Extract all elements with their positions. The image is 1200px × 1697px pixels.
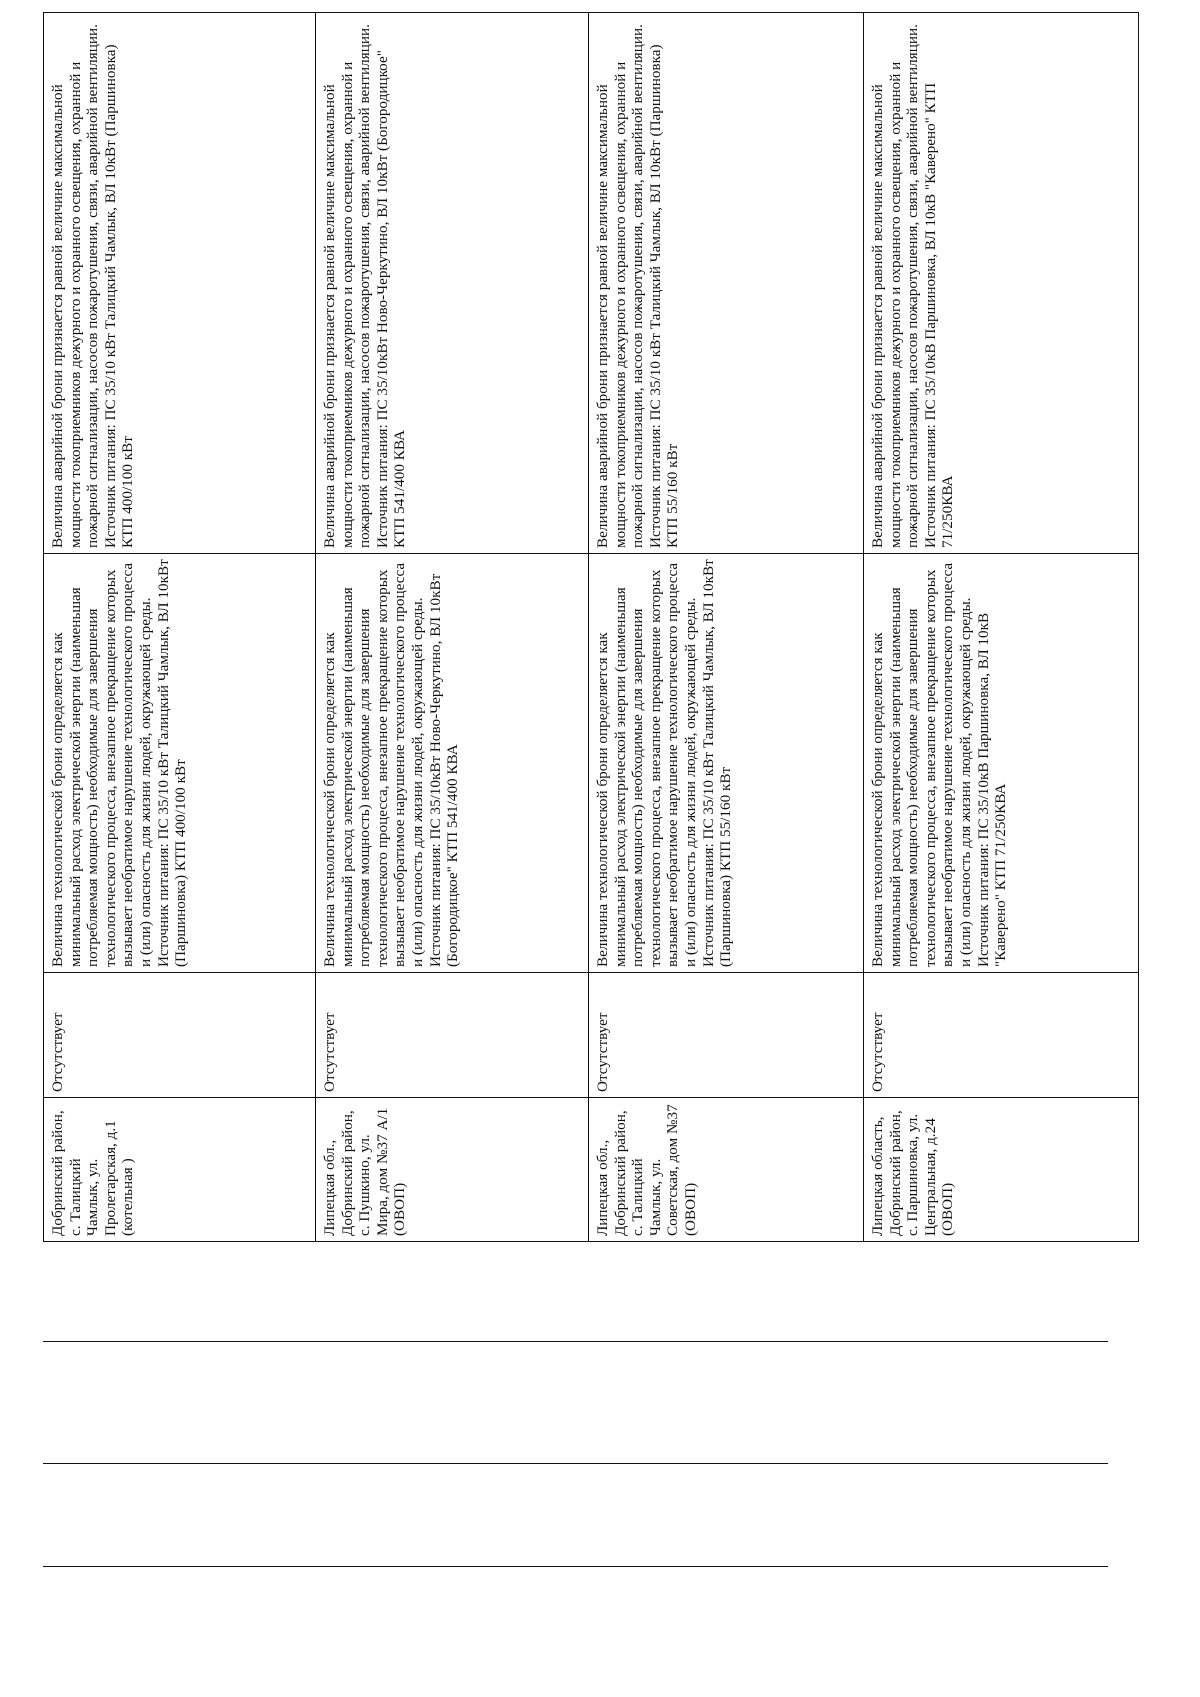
emergency-reserve-cell: Величина аварийной брони признается равной величине максимальной мощности токоприемников дежурного и охранного освещения, охранной и пожарной сигнализации, насосов пожаротушения, связи, аварийной вентиляции. Источник питания: ПС 35/10кВт Ново-Черкутино, ВЛ 10кВт (Богородицкое" КТП 541/400 КВА <box>316 13 589 554</box>
tech-reserve-cell: Величина технологической брони определяется как минимальный расход электрической энергии (наименьшая потребляемая мощность) необходимые для завершения технологического процесса, внезапное прекращение которых вызывает необратимое нарушение технологического процесса и (или) опасность для жизни людей, окружающей среды. Источник питания: ПС 35/10кВ Паршиновка, ВЛ 10кВ "Каверено" КТП 71/250КВА <box>864 554 1139 973</box>
address-cell: Добринский район, с. Талицкий Чамлык, ул. Пролетарская, д.1 (котельная ) <box>44 1098 316 1242</box>
emergency-reserve-cell: Величина аварийной брони признается равной величине максимальной мощности токоприемников дежурного и охранного освещения, охранной и пожарной сигнализации, насосов пожаротушения, связи, аварийной вентиляции. Источник питания: ПС 35/10кВ Паршиновка, ВЛ 10кВ "Каверено" КТП 71/250КВА <box>864 13 1139 554</box>
status-cell: Отсутствует <box>44 973 316 1098</box>
status-cell: Отсутствует <box>589 973 864 1098</box>
ruled-line-3 <box>43 1341 1108 1342</box>
address-cell: Липецкая область, Добринский район, с. Паршиновка, ул. Центральная, д.24 (ОВОП) <box>864 1098 1139 1242</box>
address-cell: Липецкая обл., Добринский район, с. Талицкий Чамлык, ул. Советская, дом №37 (ОВОП) <box>589 1098 864 1242</box>
tech-reserve-cell: Величина технологической брони определяется как минимальный расход электрической энергии (наименьшая потребляемая мощность) необходимые для завершения технологического процесса, внезапное прекращение которых вызывает необратимое нарушение технологического процесса и (или) опасность для жизни людей, окружающей среды. Источник питания: ПС 35/10 кВт Талицкий Чамлык, ВЛ 10кВт (Паршиновка) КТП 55/160 кВт <box>589 554 864 973</box>
power-reserve-table <box>43 12 1139 1242</box>
table-row <box>316 13 589 1242</box>
table-row <box>44 13 316 1242</box>
address-cell: Липецкая обл., Добринский район, с. Пушкино, ул. Мира, дом №37 А/1 (ОВОП) <box>316 1098 589 1242</box>
table-row <box>589 13 864 1242</box>
tech-reserve-cell: Величина технологической брони определяется как минимальный расход электрической энергии (наименьшая потребляемая мощность) необходимые для завершения технологического процесса, внезапное прекращение которых вызывает необратимое нарушение технологического процесса и (или) опасность для жизни людей, окружающей среды. Источник питания: ПС 35/10кВт Ново-Черкутино, ВЛ 10кВт (Богородицкое" КТП 541/400 КВА <box>316 554 589 973</box>
status-cell: Отсутствует <box>316 973 589 1098</box>
ruled-line-1 <box>43 1566 1108 1567</box>
emergency-reserve-cell: Величина аварийной брони признается равной величине максимальной мощности токоприемников дежурного и охранного освещения, охранной и пожарной сигнализации, насосов пожаротушения, связи, аварийной вентиляции. Источник питания: ПС 35/10 кВт Талицкий Чамлык, ВЛ 10кВт (Паршиновка) КТП 400/100 кВт <box>44 13 316 554</box>
status-cell: Отсутствует <box>864 973 1139 1098</box>
table-row <box>864 13 1139 1242</box>
ruled-line-2 <box>43 1463 1108 1464</box>
tech-reserve-cell: Величина технологической брони определяется как минимальный расход электрической энергии (наименьшая потребляемая мощность) необходимые для завершения технологического процесса, внезапное прекращение которых вызывает необратимое нарушение технологического процесса и (или) опасность для жизни людей, окружающей среды. Источник питания: ПС 35/10 кВт Талицкий Чамлык, ВЛ 10кВт (Паршиновка) КТП 400/100 кВт <box>44 554 316 973</box>
emergency-reserve-cell: Величина аварийной брони признается равной величине максимальной мощности токоприемников дежурного и охранного освещения, охранной и пожарной сигнализации, насосов пожаротушения, связи, аварийной вентиляции. Источник питания: ПС 35/10 кВт Талицкий Чамлык, ВЛ 10кВт (Паршиновка) КТП 55/160 кВт <box>589 13 864 554</box>
